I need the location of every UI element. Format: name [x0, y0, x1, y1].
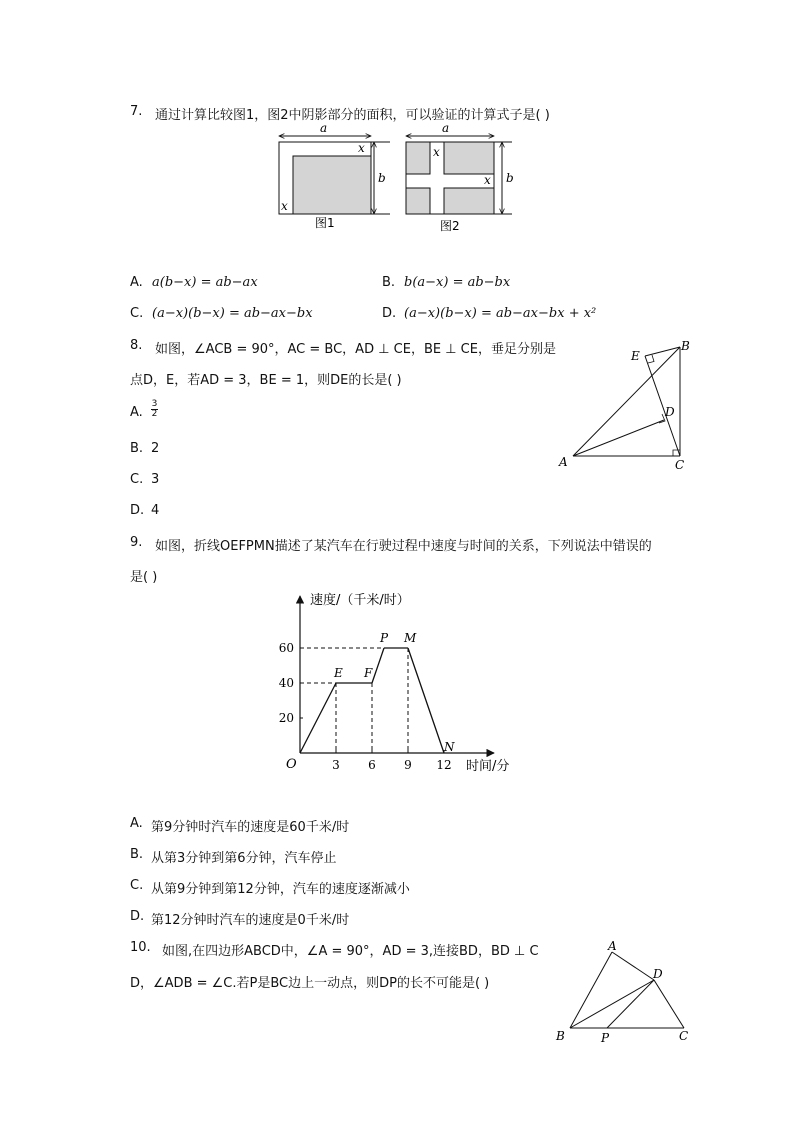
q7-option-c-letter: C.: [130, 306, 144, 321]
q9-option-d: 第12分钟时汽车的速度是0千米/时: [151, 913, 350, 928]
q10-line1: 如图,在四边形ABCD中，∠A = 90°，AD = 3,连接BD，BD ⊥ C: [162, 944, 539, 959]
q9-line1: 如图，折线OEFPMN描述了某汽车在行驶过程中速度与时间的关系，下列说法中错误的: [155, 539, 652, 554]
q10-label-b: B: [556, 1029, 565, 1043]
fig1-label-x-left: x: [281, 199, 288, 213]
q10-label-c: C: [679, 1029, 689, 1043]
q8-option-c-letter: C.: [130, 472, 144, 487]
series-segment: [408, 648, 444, 753]
series-segment: [300, 683, 336, 753]
q8-label-d: D: [665, 405, 675, 419]
fig1-caption: 图1: [315, 216, 335, 230]
figure-1: [279, 121, 390, 230]
q9-option-a: 第9分钟时汽车的速度是60千米/时: [151, 820, 350, 835]
q9-option-c-letter: C.: [130, 878, 144, 893]
fig2-label-x-horizontal: x: [484, 173, 491, 187]
fig2-label-b: b: [506, 171, 514, 185]
q10-number: 10.: [130, 940, 151, 955]
q10-label-a: A: [608, 939, 617, 953]
x-tick-label: 9: [404, 758, 412, 772]
q7-option-b: b(a−x) = ab−bx: [404, 275, 511, 290]
numerator: 3: [151, 399, 158, 409]
q10-figure: [552, 938, 702, 1050]
q8-number: 8.: [130, 338, 143, 353]
q7-figures: [270, 120, 530, 236]
q8-option-d-letter: D.: [130, 503, 145, 518]
y-tick-label: 20: [278, 711, 294, 725]
fig2-caption: 图2: [440, 219, 460, 233]
q9-option-b: 从第3分钟到第6分钟，汽车停止: [151, 851, 337, 866]
fig2-label-a: a: [442, 121, 450, 135]
fraction: [151, 400, 158, 419]
point-label-m: M: [404, 631, 417, 645]
q8-label-a: A: [559, 455, 568, 469]
x-axis-label: 时间/分: [466, 759, 510, 774]
q8-figure: [555, 336, 705, 472]
y-axis-label: 速度/（千米/时）: [310, 593, 410, 608]
q9-option-c: 从第9分钟到第12分钟，汽车的速度逐渐减小: [151, 882, 410, 897]
q9-line2: 是( ): [130, 570, 158, 585]
fig1-label-a: a: [320, 121, 328, 135]
point-label-e: E: [334, 666, 343, 680]
q7-stem: 通过计算比较图1，图2中阴影部分的面积，可以验证的计算式子是( ): [155, 108, 550, 123]
y-tick-label: 60: [278, 641, 294, 655]
q9-number: 9.: [130, 535, 143, 550]
q7-number: 7.: [130, 104, 143, 119]
q8-label-e: E: [631, 349, 640, 363]
q8-option-d: 4: [151, 503, 160, 518]
origin-label: O: [286, 757, 297, 772]
y-tick-label: 40: [278, 676, 294, 690]
q8-option-c: 3: [151, 472, 160, 487]
point-label-f: F: [364, 666, 373, 680]
fig2-label-x-vertical: x: [433, 145, 440, 159]
q8-option-a-letter: A.: [130, 405, 143, 420]
q8-option-b-letter: B.: [130, 441, 144, 456]
denominator: 2: [151, 409, 158, 419]
q8-option-a: [151, 400, 158, 419]
q8-label-c: C: [675, 458, 685, 472]
point-label-n: N: [444, 740, 455, 754]
q9-option-b-letter: B.: [130, 847, 144, 862]
q8-line2: 点D，E，若AD = 3，BE = 1，则DE的长是( ): [130, 373, 402, 388]
fig1-label-x-top: x: [358, 141, 365, 155]
figure-2: [406, 121, 514, 233]
q9-option-a-letter: A.: [130, 816, 143, 831]
q7-option-d-letter: D.: [382, 306, 397, 321]
series-segment: [372, 648, 384, 683]
q9-option-d-letter: D.: [130, 909, 145, 924]
q8-option-b: 2: [151, 441, 160, 456]
fig1-label-b: b: [378, 171, 386, 185]
q8-label-b: B: [681, 339, 690, 353]
x-tick-label: 3: [332, 758, 340, 772]
x-tick-label: 12: [436, 758, 452, 772]
point-label-p: P: [380, 631, 389, 645]
x-tick-label: 6: [368, 758, 376, 772]
q10-label-p: P: [601, 1031, 610, 1045]
q10-line2: D，∠ADB = ∠C.若P是BC边上一动点，则DP的长不可能是( ): [130, 976, 490, 991]
q7-option-a-letter: A.: [130, 275, 143, 290]
q7-option-a: a(b−x) = ab−ax: [152, 275, 258, 290]
q7-option-c: (a−x)(b−x) = ab−ax−bx: [152, 306, 313, 321]
q8-line1: 如图，∠ACB = 90°，AC = BC，AD ⊥ CE，BE ⊥ CE，垂足分别是: [155, 342, 556, 357]
q7-option-d: (a−x)(b−x) = ab−ax−bx + x²: [404, 306, 597, 321]
q10-label-d: D: [653, 967, 663, 981]
speed-time-chart: [270, 588, 530, 780]
q7-option-b-letter: B.: [382, 275, 396, 290]
